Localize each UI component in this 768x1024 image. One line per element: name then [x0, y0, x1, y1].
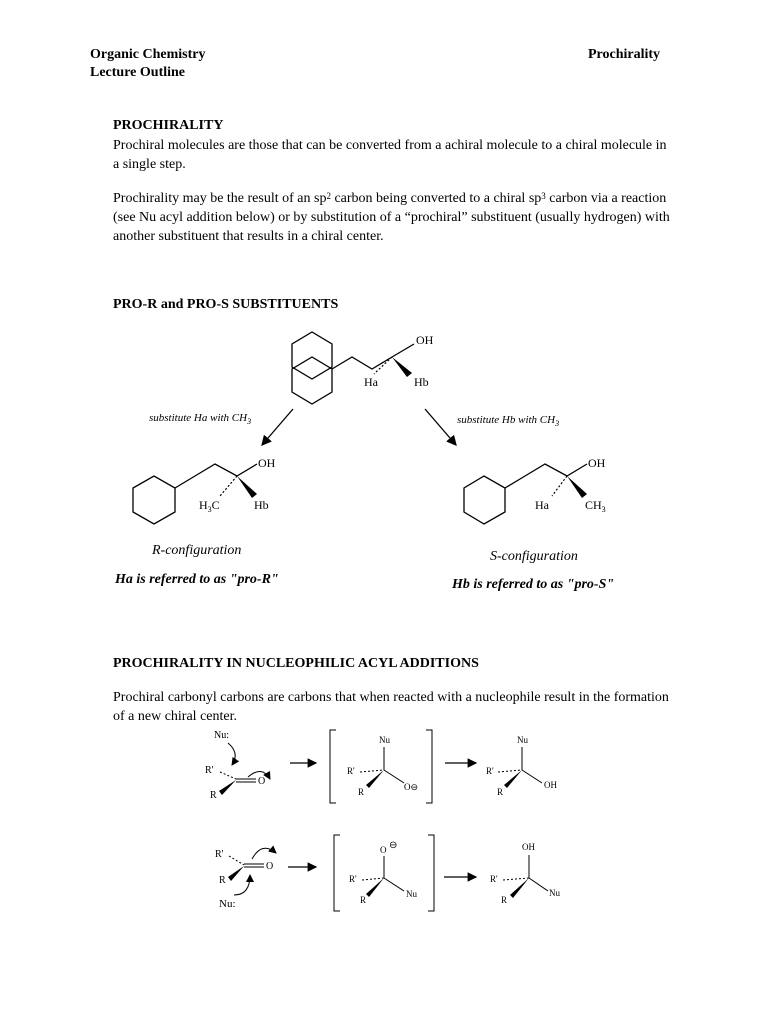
substitute-ha-label: substitute Ha with $CH_3$ [149, 412, 252, 426]
para2-text-c: carbon via a reaction (see Nu acyl addition below) or by substitution of a “prochiral” substituent (usually hydrogen) with another substituent that results in a chiral center. [113, 191, 670, 244]
row1-prod-nu: Nu [517, 735, 528, 745]
pro-r-caption: Ha is referred to as "pro-R" [115, 572, 279, 587]
row2-int-o: O [380, 845, 387, 855]
row1-wedge [219, 780, 236, 795]
top-molecule-bonds [292, 344, 414, 404]
row2-r: R [219, 875, 226, 886]
top-wedge-bond [392, 357, 412, 377]
para2-text-a: Prochirality may be the result of an sp [113, 191, 327, 206]
left-oh-label: OH [258, 456, 276, 470]
top-hb-label: Hb [414, 375, 429, 389]
left-hb-label: Hb [254, 498, 269, 512]
paragraph-prochirality-origin [113, 189, 673, 246]
row2-prod-r-prime: R' [490, 874, 498, 884]
row2-r-prime: R' [215, 849, 224, 860]
header-right: Prochirality [588, 47, 661, 62]
row2-int-nu: Nu [406, 889, 417, 899]
para2-sup-3: 3 [541, 191, 546, 201]
left-wedge-bond [237, 476, 257, 498]
row2-prod-oh: OH [522, 842, 535, 852]
row1-curved-arrow-nu [228, 743, 235, 765]
row2-int-minus: ⊖ [389, 840, 398, 851]
row1-int-r-prime: R' [347, 766, 355, 776]
top-stereo [374, 357, 412, 377]
pro-s-caption: Hb is referred to as "pro-S" [452, 577, 615, 592]
right-dash-bond [552, 476, 567, 496]
header-left [90, 46, 205, 82]
right-wedge-bond [567, 476, 587, 498]
row1-int-nu: Nu [379, 735, 390, 745]
row1-r-prime: R' [205, 765, 214, 776]
para2-text-b: carbon being converted to a chiral sp [330, 191, 542, 206]
course-title: Organic Chemistry [90, 47, 206, 62]
left-h3c-label: $H_3C$ [199, 498, 220, 514]
row2-int-r-prime: R' [349, 874, 357, 884]
right-oh-label: OH [588, 456, 606, 470]
row2-o: O [266, 861, 274, 872]
row1-prod-oh: OH [544, 780, 557, 790]
paragraph-prochiral-definition: Prochiral molecules are those that can be converted from a achiral molecule to a chiral molecule in a single step. [113, 138, 667, 172]
para2-sup-2: 2 [326, 191, 331, 201]
left-molecule [133, 464, 257, 524]
row1-int-r: R [358, 787, 365, 797]
left-dash-bond [220, 476, 237, 496]
left-ring [133, 476, 175, 524]
section-title-acyl-additions: PROCHIRALITY IN NUCLEOPHILIC ACYL ADDITIONS [113, 656, 479, 671]
document-subtitle: Lecture Outline [90, 65, 186, 80]
row2-int-r: R [360, 895, 367, 905]
row2-curved-arrow-nu [234, 875, 250, 895]
row1-bracket-left [330, 730, 336, 803]
section-title-pro-r-pro-s: PRO-R and PRO-S SUBSTITUENTS [113, 297, 339, 312]
arrow-right [425, 409, 456, 445]
right-ha-label: Ha [535, 498, 549, 512]
top-ring [292, 357, 332, 404]
row1-o: O [258, 776, 266, 787]
arrow-left [262, 409, 293, 445]
row2-curved-arrow-o [252, 848, 276, 859]
s-configuration-label: S-configuration [490, 549, 578, 564]
substitute-hb-label: substitute Hb with $CH_3$ [457, 414, 560, 428]
row2-bracket-right [428, 835, 434, 911]
row2-nu-attack: Nu: [219, 898, 236, 910]
row1-bracket-right [426, 730, 432, 803]
row1-int-o-minus: O⊖ [404, 782, 419, 792]
row1-nu-attack: Nu: [214, 730, 229, 741]
pro-r-pro-s-diagram [0, 320, 768, 610]
paragraph-carbonyl-definition: Prochiral carbonyl carbons are carbons that when reacted with a nucleophile result in the formation of a new chiral center. [113, 690, 669, 724]
top-ha-label: Ha [364, 375, 378, 389]
top-molecule [292, 332, 332, 379]
row2-prod-nu: Nu [549, 888, 560, 898]
r-configuration-label: R-configuration [152, 543, 242, 558]
top-cyclohexane [292, 332, 332, 379]
top-oh-label: OH [416, 333, 434, 347]
right-molecule [464, 464, 587, 524]
row1-prod-r: R [497, 787, 504, 797]
row1-r: R [210, 790, 217, 801]
row1-prod-r-prime: R' [486, 766, 494, 776]
acyl-addition-diagram [0, 725, 768, 925]
row2-prod-r: R [501, 895, 508, 905]
right-ch3-label: $CH_3$ [585, 498, 606, 514]
row1-dash [220, 772, 236, 779]
row2-bracket-left [334, 835, 340, 911]
section-title-prochirality: PROCHIRALITY [113, 118, 224, 133]
right-ring [464, 476, 505, 524]
